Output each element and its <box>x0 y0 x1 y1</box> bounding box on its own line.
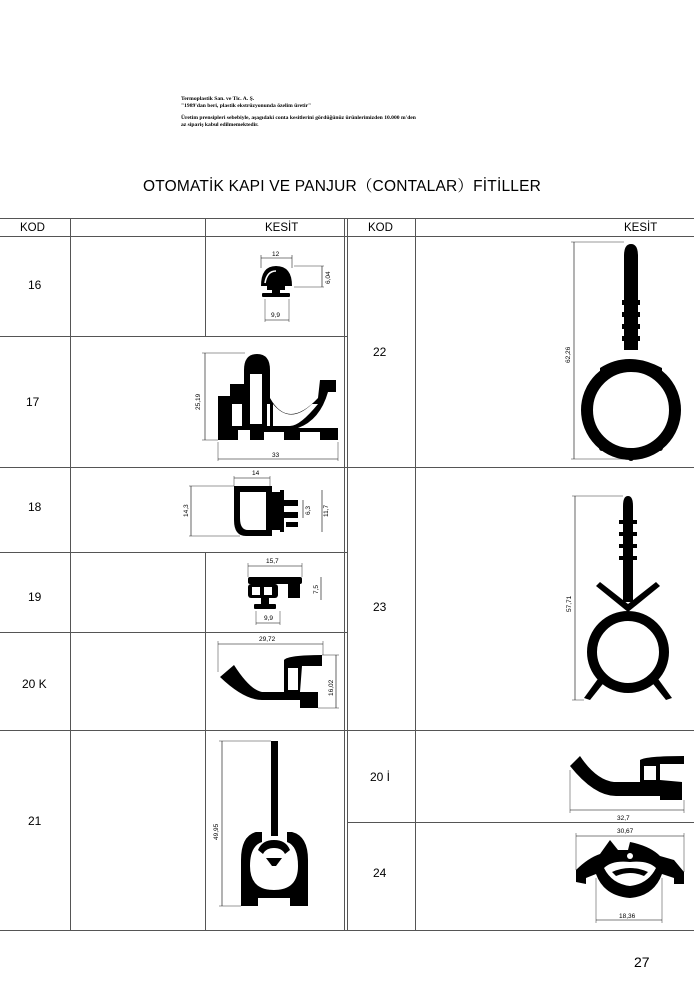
dim-24-base: 18,36 <box>619 913 636 920</box>
company-name: Termoplastik San. ve Tic. A. Ş. <box>181 96 255 102</box>
code-18: 18 <box>28 500 42 514</box>
code-17: 17 <box>26 395 40 409</box>
dim-19-height: 7,5 <box>313 584 320 594</box>
dim-19-base: 9,9 <box>264 615 274 622</box>
profile-20k-drawing <box>218 636 339 708</box>
dim-24-width: 30,67 <box>617 828 634 835</box>
profile-21-drawing <box>213 741 308 906</box>
dim-16-base: 9,9 <box>271 312 281 319</box>
profile-19-drawing <box>248 558 321 625</box>
profile-17-drawing <box>195 353 338 461</box>
dim-17-width: 33 <box>272 452 280 459</box>
profile-24-drawing <box>576 828 684 923</box>
profile-16-drawing <box>261 251 332 322</box>
code-24: 24 <box>373 866 387 880</box>
kod-header-left: KOD <box>20 222 45 234</box>
kesit-header-right: KESİT <box>624 222 658 234</box>
profile-20i-drawing <box>570 756 684 822</box>
dim-19-width: 15,7 <box>266 558 279 565</box>
page-number: 27 <box>634 954 650 970</box>
code-20i: 20 İ <box>370 770 391 784</box>
code-20k: 20 K <box>22 677 47 691</box>
dim-17-height: 25,19 <box>195 393 202 410</box>
dim-20i-width: 32,7 <box>617 815 630 822</box>
order-note-line1: Üretim prensipleri sebebiyle, aşagıdaki conta kesitlerini gördüğünüz ürünlerimizden 10.000 m'den <box>181 115 416 121</box>
dim-18-width: 14 <box>252 470 260 477</box>
dim-18-total: 11,7 <box>323 504 330 517</box>
dim-16-height: 6,04 <box>325 271 332 284</box>
profile-23-drawing <box>566 496 672 700</box>
kesit-header-left: KESİT <box>265 222 299 234</box>
kod-header-right: KOD <box>368 222 393 234</box>
code-23: 23 <box>373 600 387 614</box>
dim-16-width: 12 <box>272 251 280 258</box>
profile-18-drawing <box>183 470 330 536</box>
page-title: OTOMATİK KAPI VE PANJUR（CONTALAR）FİTİLLER <box>142 178 542 195</box>
order-note-line2: az sipariş kabul edilmemektedir. <box>181 122 259 128</box>
dim-22-height: 62,26 <box>565 346 572 363</box>
dim-20k-width: 29,72 <box>259 636 276 643</box>
profile-22-drawing <box>565 242 679 461</box>
dim-20k-height: 16,02 <box>328 679 335 696</box>
code-21: 21 <box>28 814 42 828</box>
code-19: 19 <box>28 590 42 604</box>
dim-21-height: 49,95 <box>213 823 220 840</box>
dim-18-height: 14,3 <box>183 504 190 517</box>
dim-23-height: 57,71 <box>566 595 573 612</box>
company-slogan: "1989'dan beri, plastik ekstrüzyonunda özelim üretir" <box>181 103 312 109</box>
dim-18-inner: 6,3 <box>305 505 312 515</box>
code-22: 22 <box>373 345 387 359</box>
code-16: 16 <box>28 278 42 292</box>
